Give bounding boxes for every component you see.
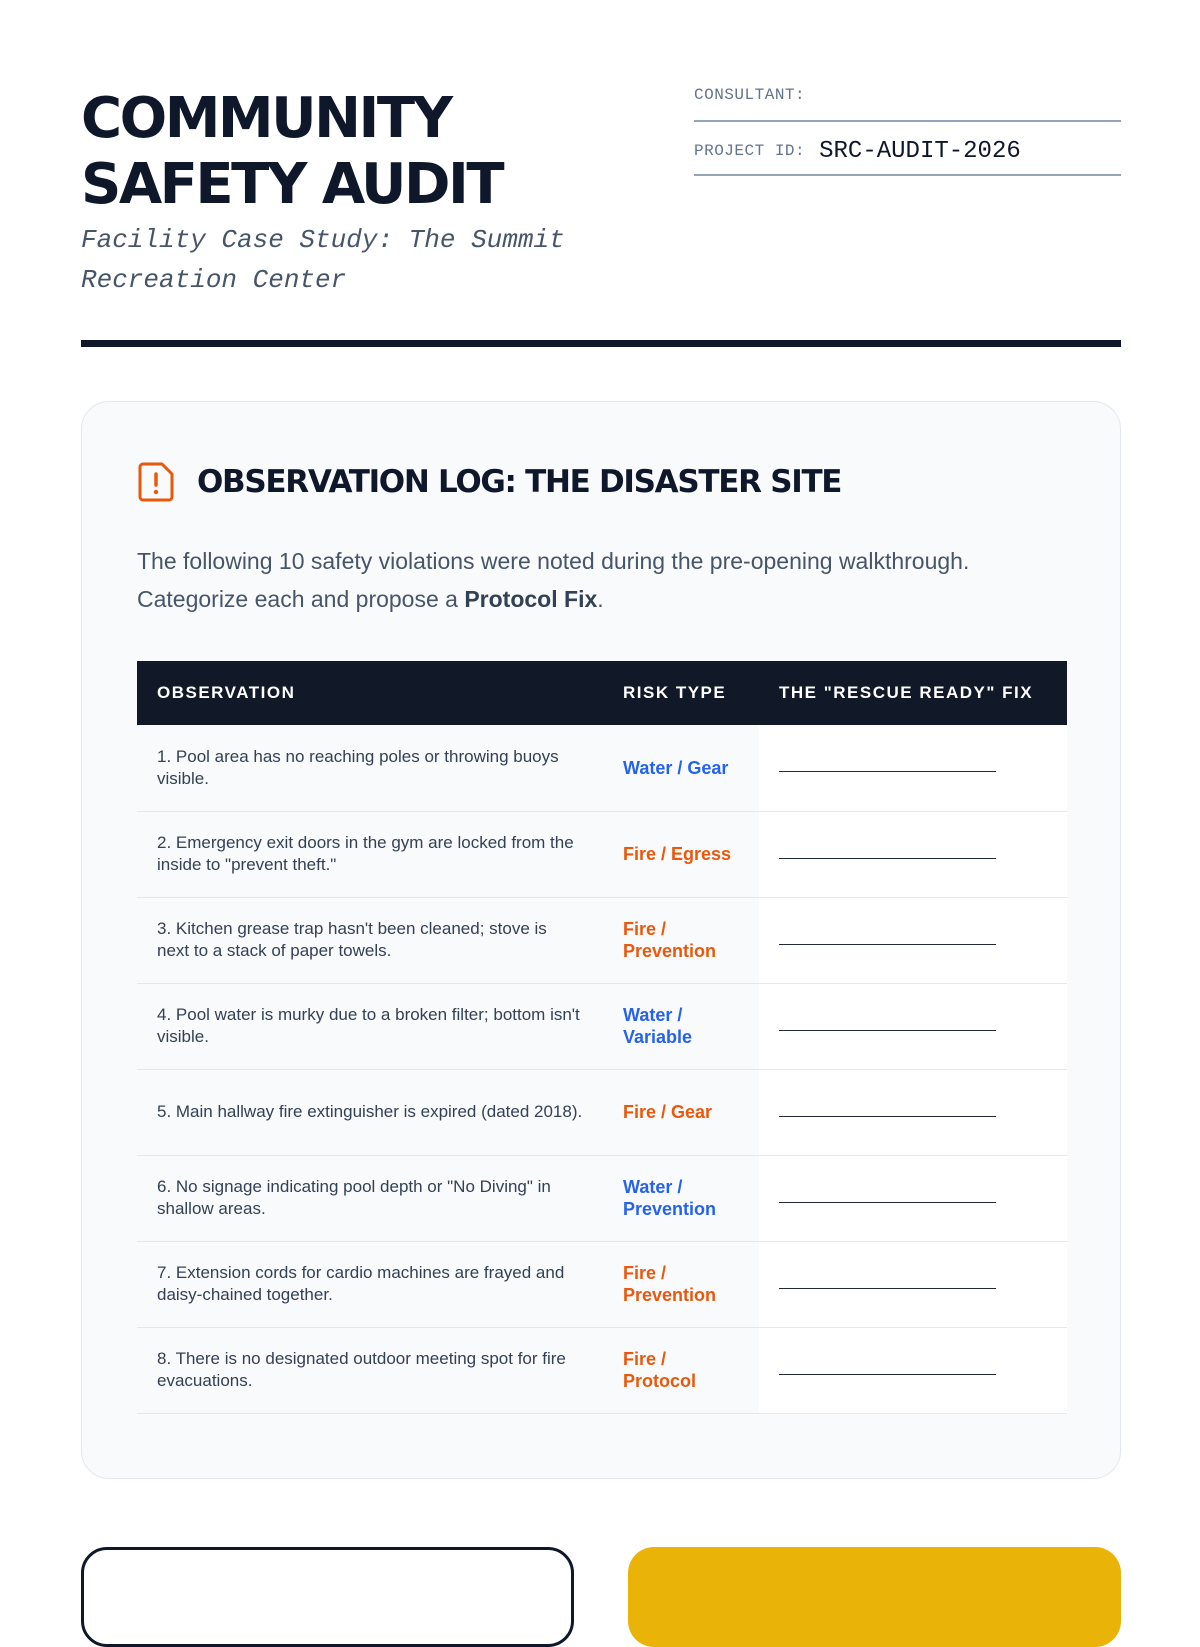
table-row bbox=[137, 1327, 1067, 1413]
fix-cell[interactable] bbox=[759, 1241, 1067, 1327]
card-title: OBSERVATION LOG: THE DISASTER SITE bbox=[197, 464, 842, 500]
header-divider bbox=[81, 340, 1121, 347]
observation-cell: 5. Main hallway fire extinguisher is expired (dated 2018). bbox=[137, 1069, 603, 1155]
fix-blank-line[interactable] bbox=[779, 1030, 996, 1031]
page-subtitle: Facility Case Study: The Summit Recreation Center bbox=[81, 225, 565, 295]
risk-type-cell: Water / Gear bbox=[603, 725, 759, 811]
fix-blank-line[interactable] bbox=[779, 771, 996, 772]
table-row bbox=[137, 1069, 1067, 1155]
observation-cell: 3. Kitchen grease trap hasn't been cleaned; stove is next to a stack of paper towels. bbox=[137, 897, 603, 983]
observation-cell: 8. There is no designated outdoor meeting spot for fire evacuations. bbox=[137, 1327, 603, 1413]
table-row bbox=[137, 1155, 1067, 1241]
table-row bbox=[137, 811, 1067, 897]
project-id-field[interactable] bbox=[694, 122, 1121, 176]
column-header-observation: OBSERVATION bbox=[137, 661, 603, 725]
instructions bbox=[137, 542, 1077, 618]
observation-log-card bbox=[81, 401, 1121, 1479]
fix-blank-line[interactable] bbox=[779, 944, 996, 945]
observation-cell: 6. No signage indicating pool depth or "No Diving" in shallow areas. bbox=[137, 1155, 603, 1241]
fix-cell[interactable] bbox=[759, 1069, 1067, 1155]
observation-cell: 2. Emergency exit doors in the gym are locked from the inside to "prevent theft." bbox=[137, 811, 603, 897]
risk-type-cell: Fire / Protocol bbox=[603, 1327, 759, 1413]
consultant-label: CONSULTANT: bbox=[694, 86, 806, 104]
title-line-1: COMMUNITY bbox=[81, 86, 451, 151]
consultant-field[interactable] bbox=[694, 80, 1121, 122]
instructions-text: The following 10 safety violations were noted during the pre-opening walkthrough. Categorize each and propose a bbox=[137, 548, 970, 612]
fix-blank-line[interactable] bbox=[779, 1374, 996, 1375]
risk-type-cell: Fire / Prevention bbox=[603, 897, 759, 983]
fix-blank-line[interactable] bbox=[779, 1202, 996, 1203]
table-header-row bbox=[137, 661, 1067, 725]
observation-table bbox=[137, 661, 1067, 1414]
fix-cell[interactable] bbox=[759, 897, 1067, 983]
fix-cell[interactable] bbox=[759, 725, 1067, 811]
fix-blank-line[interactable] bbox=[779, 858, 996, 859]
header bbox=[81, 0, 1121, 350]
meta-fields bbox=[694, 80, 1121, 176]
table-row bbox=[137, 1241, 1067, 1327]
fix-cell[interactable] bbox=[759, 1155, 1067, 1241]
page-title bbox=[81, 86, 641, 218]
observation-cell: 4. Pool water is murky due to a broken filter; bottom isn't visible. bbox=[137, 983, 603, 1069]
fix-blank-line[interactable] bbox=[779, 1116, 996, 1117]
title-line-2: SAFETY AUDIT bbox=[81, 152, 503, 217]
table-row bbox=[137, 983, 1067, 1069]
project-id-value[interactable]: SRC-AUDIT-2026 bbox=[819, 137, 1021, 165]
bottom-outline-panel bbox=[81, 1547, 574, 1647]
column-header-risk-type: RISK TYPE bbox=[603, 661, 759, 725]
alert-file-icon bbox=[137, 462, 175, 502]
table-row bbox=[137, 725, 1067, 811]
column-header-fix: THE "RESCUE READY" FIX bbox=[759, 661, 1067, 725]
observation-cell: 7. Extension cords for cardio machines are frayed and daisy-chained together. bbox=[137, 1241, 603, 1327]
fix-cell[interactable] bbox=[759, 1327, 1067, 1413]
worksheet-page bbox=[81, 0, 1121, 1391]
bottom-yellow-panel bbox=[628, 1547, 1121, 1647]
card-header bbox=[137, 462, 841, 502]
fix-cell[interactable] bbox=[759, 983, 1067, 1069]
risk-type-cell: Fire / Prevention bbox=[603, 1241, 759, 1327]
instructions-bold: Protocol Fix bbox=[464, 586, 598, 612]
fix-blank-line[interactable] bbox=[779, 1288, 996, 1289]
table-row bbox=[137, 897, 1067, 983]
risk-type-cell: Fire / Gear bbox=[603, 1069, 759, 1155]
observation-cell: 1. Pool area has no reaching poles or throwing buoys visible. bbox=[137, 725, 603, 811]
project-id-label: PROJECT ID: bbox=[694, 142, 806, 160]
instructions-end: . bbox=[597, 586, 604, 612]
risk-type-cell: Water / Variable bbox=[603, 983, 759, 1069]
fix-cell[interactable] bbox=[759, 811, 1067, 897]
risk-type-cell: Fire / Egress bbox=[603, 811, 759, 897]
risk-type-cell: Water / Prevention bbox=[603, 1155, 759, 1241]
